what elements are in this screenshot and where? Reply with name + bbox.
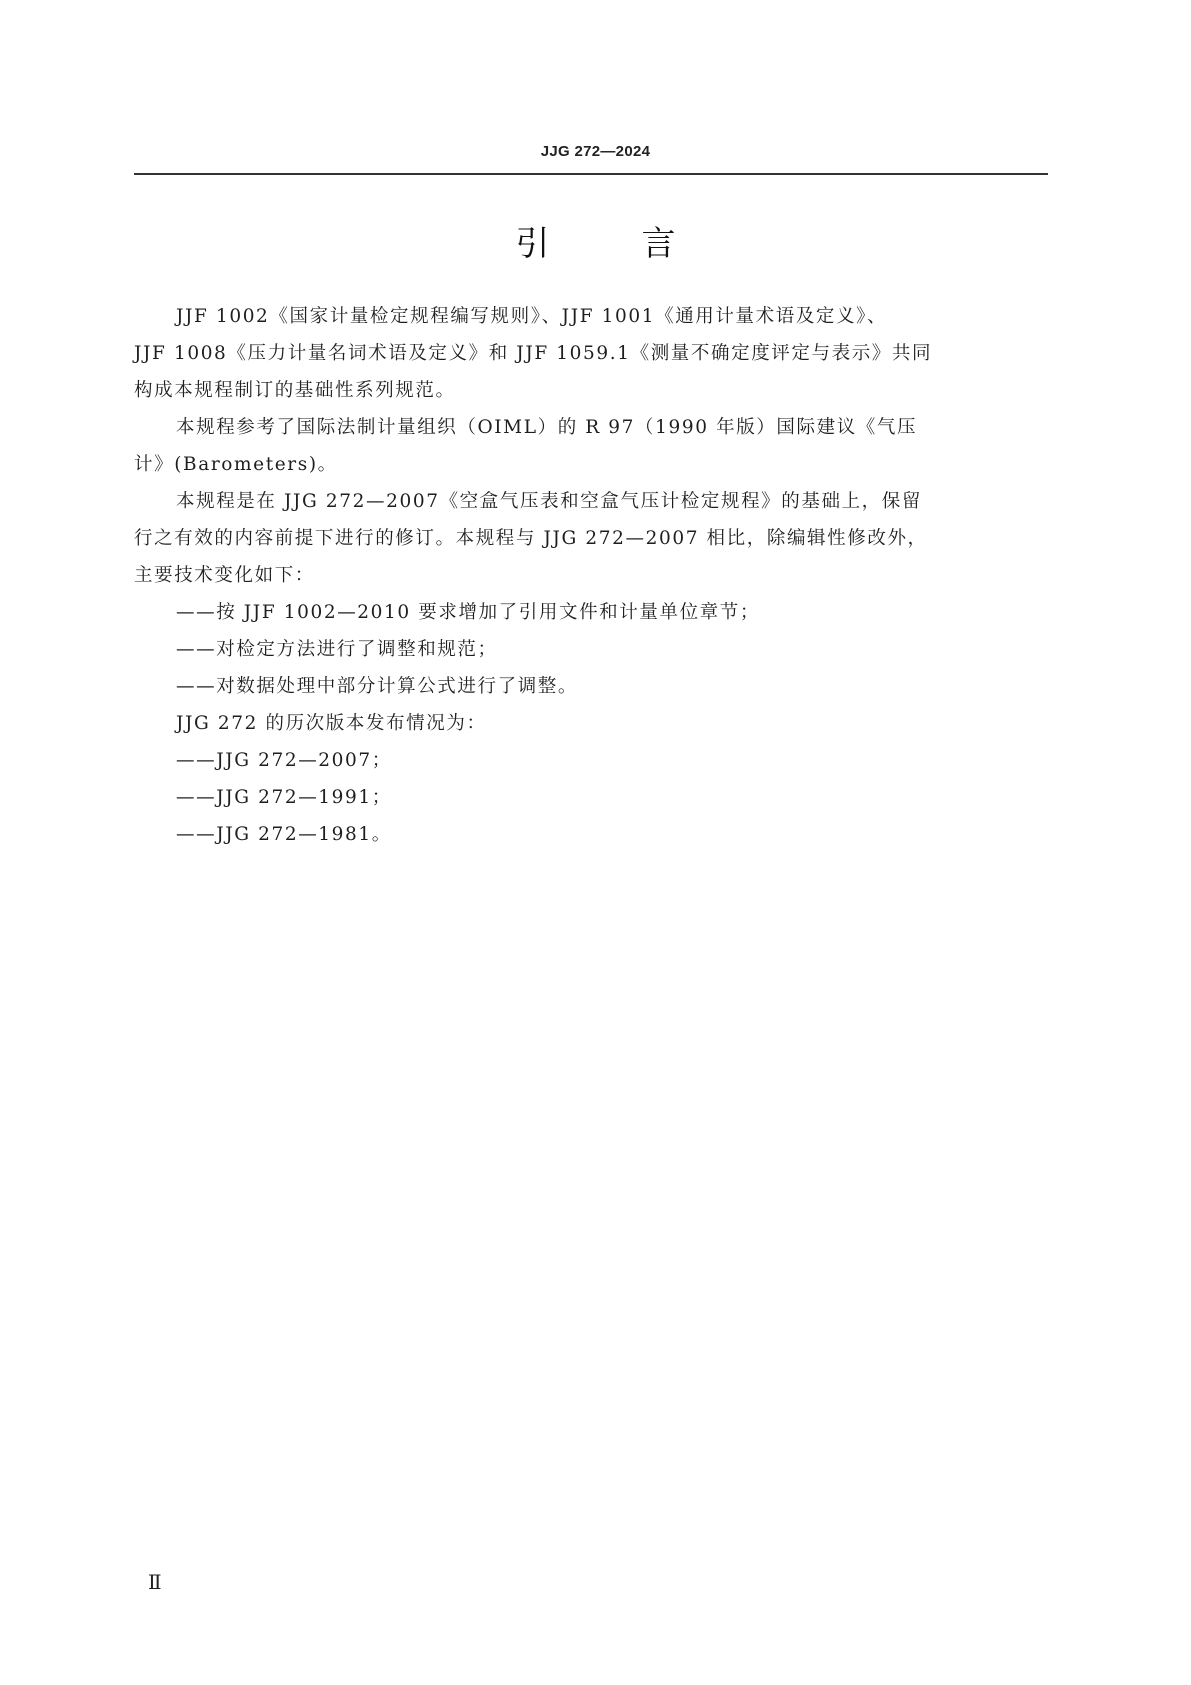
foreword-body	[134, 298, 1050, 853]
change-list-item: ——对数据处理中部分计算公式进行了调整。	[176, 676, 579, 697]
paragraph-line: JJF 1008《压力计量名词术语及定义》和 JJF 1059.1《测量不确定度评定与表示》共同	[134, 343, 933, 364]
paragraph-line: 构成本规程制订的基础性系列规范。	[134, 380, 456, 401]
paragraph-line: JJF 1002《国家计量检定规程编写规则》、JJF 1001《通用计量术语及定义》、	[176, 306, 888, 327]
paragraph-line: JJG 272 的历次版本发布情况为：	[176, 713, 487, 734]
change-list-item: ——对检定方法进行了调整和规范；	[176, 639, 498, 660]
paragraph-line: 本规程参考了国际法制计量组织（OIML）的 R 97（1990 年版）国际建议《气压	[176, 417, 918, 438]
change-list-item: ——按 JJF 1002—2010 要求增加了引用文件和计量单位章节；	[176, 602, 760, 623]
header-rule	[134, 173, 1048, 175]
version-list-item: ——JJG 272—2007；	[176, 750, 392, 771]
paragraph-line: 本规程是在 JJG 272—2007《空盒气压表和空盒气压计检定规程》的基础上，保留	[176, 491, 922, 512]
page-title-char-2: 言	[641, 224, 676, 264]
paragraph-line: 计》(Barometers)。	[134, 454, 338, 475]
version-list-item: ——JJG 272—1981。	[176, 824, 392, 845]
version-list-item: ——JJG 272—1991；	[176, 787, 392, 808]
paragraph-line: 行之有效的内容前提下进行的修订。本规程与 JJG 272—2007 相比，除编辑性修改外，	[134, 528, 928, 549]
page-number: Ⅱ	[148, 1570, 162, 1594]
running-header-standard-code: JJG 272—2024	[540, 143, 651, 160]
page-title-char-1: 引	[515, 224, 550, 264]
page-title	[0, 222, 1191, 266]
paragraph-line: 主要技术变化如下：	[134, 565, 315, 586]
